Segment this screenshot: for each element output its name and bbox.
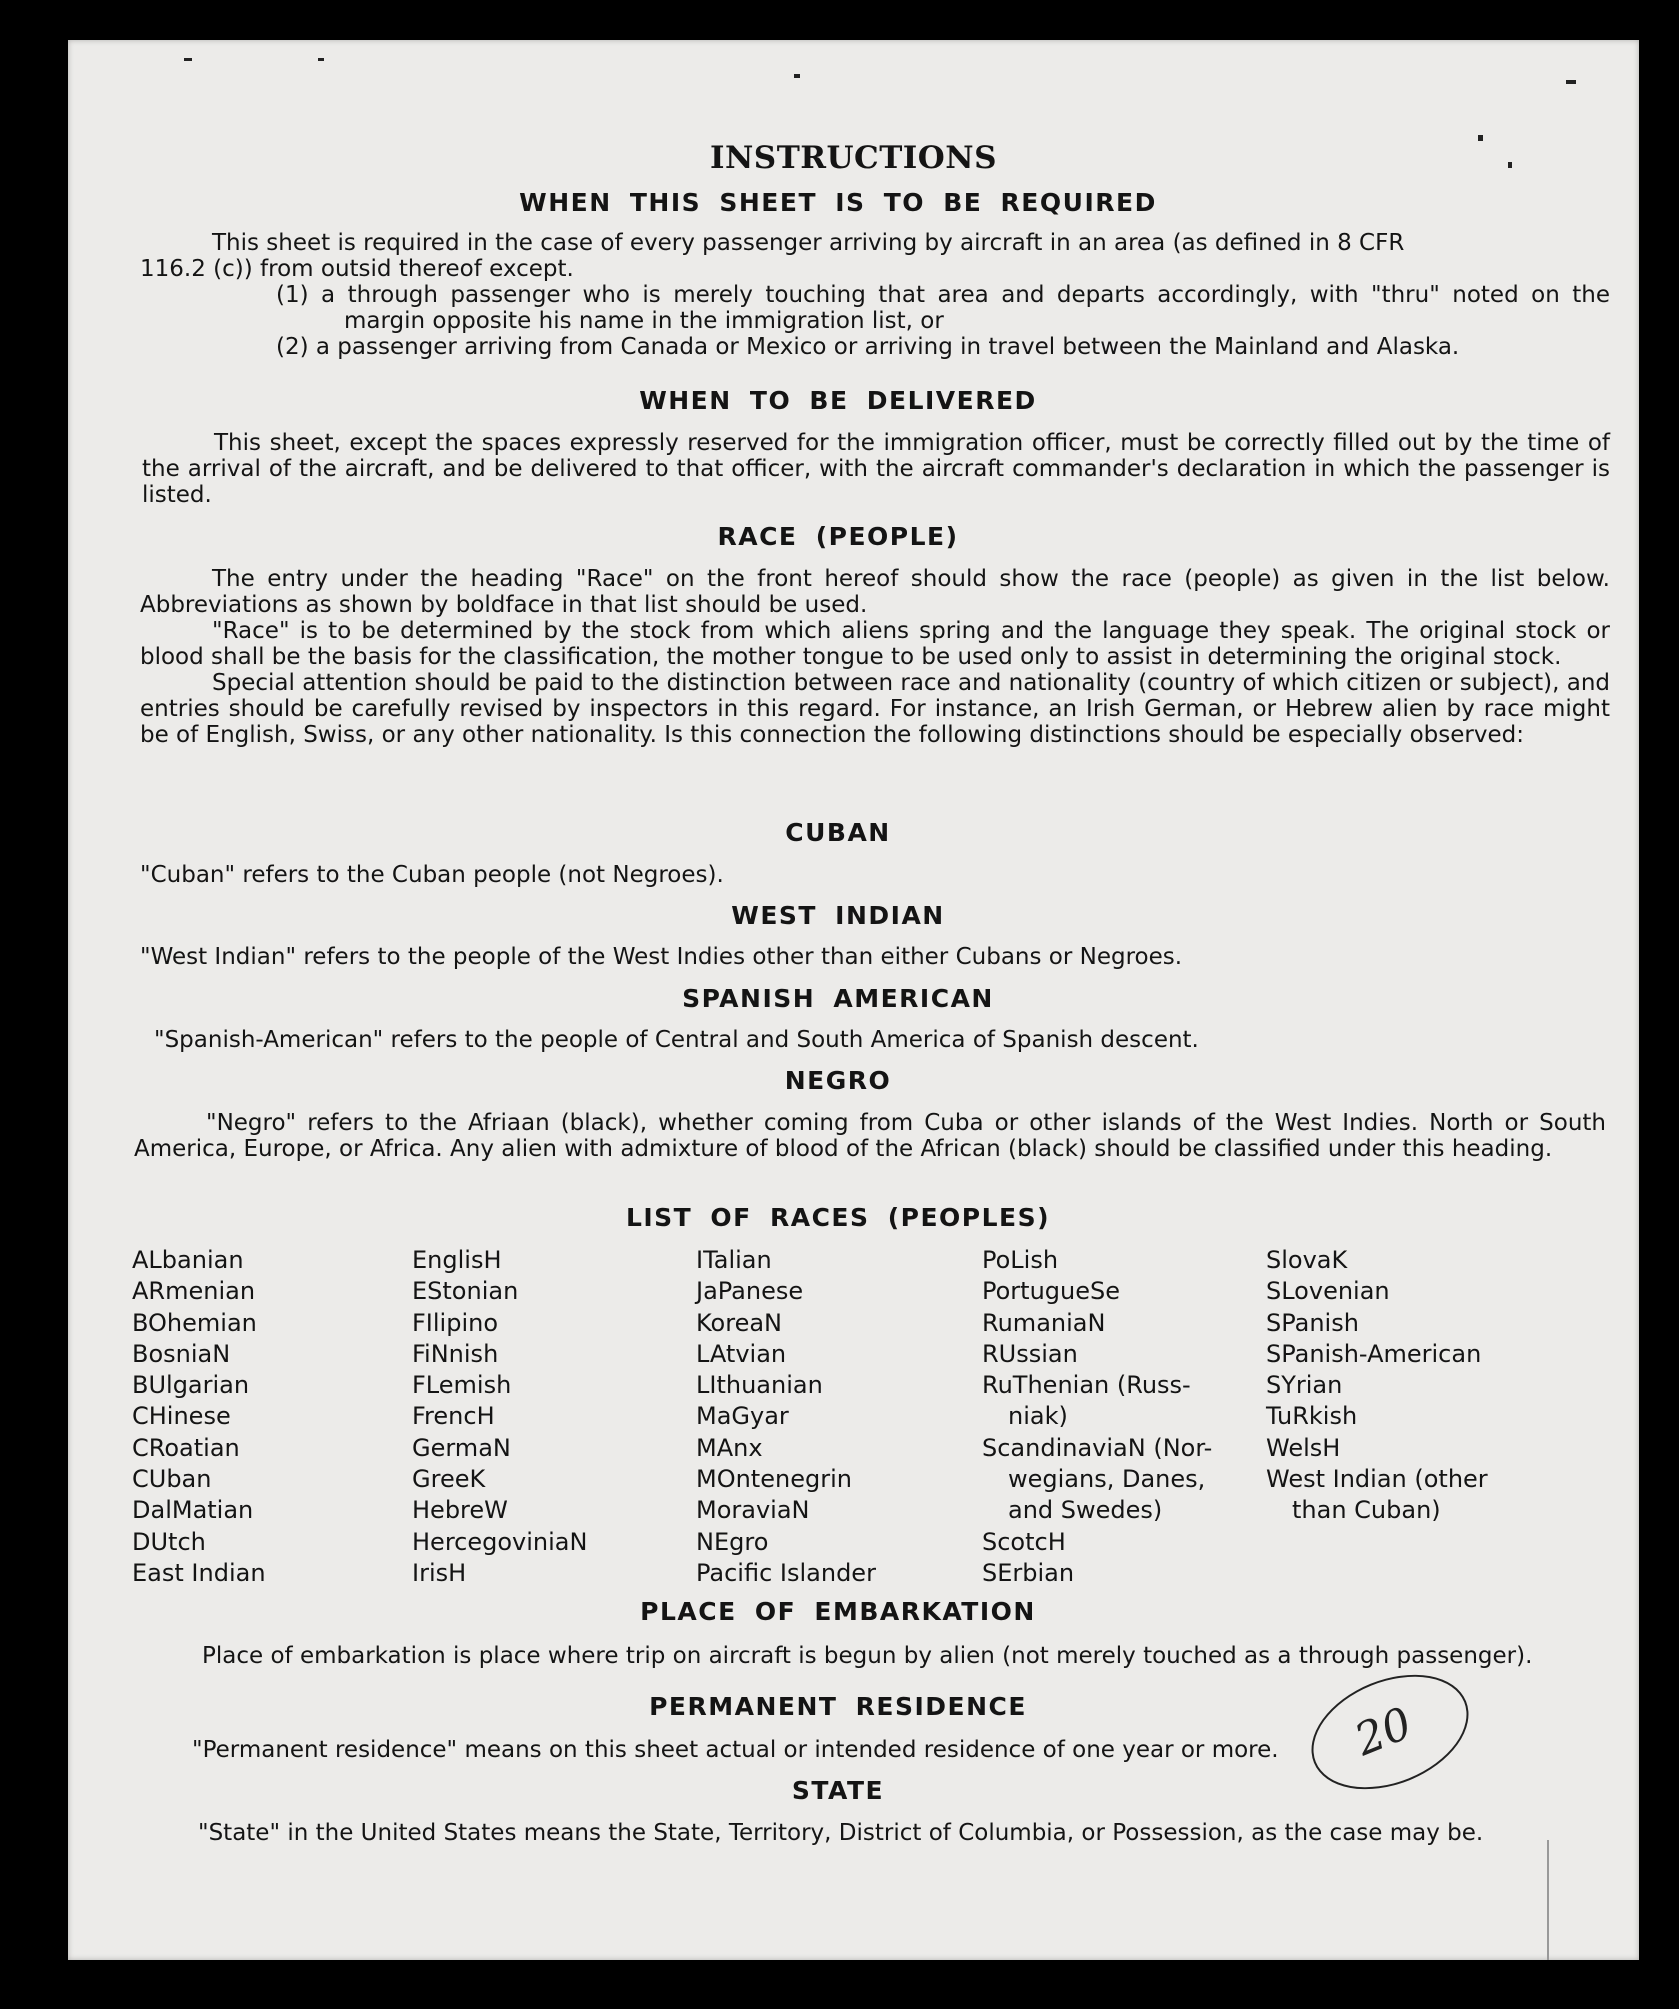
race-column-2 <box>412 1245 587 1589</box>
race-item: SErbian <box>982 1558 1075 1587</box>
race-item-continuation: wegians, Danes, <box>1008 1465 1206 1494</box>
race-item: GermaN <box>412 1433 511 1462</box>
race-item: GreeK <box>412 1465 486 1494</box>
west-indian-text: "West Indian" refers to the people of the West Indies other than either Cubans or Negroes. <box>140 944 1183 970</box>
embarkation-text: Place of embarkation is place where trip on aircraft is begun by alien (not merely touched as a through passenger). <box>202 1643 1533 1669</box>
race-item: ScandinaviaN (Nor- <box>982 1433 1213 1462</box>
race-paragraph-3: Special attention should be paid to the distinction between race and nationality (country of which citizen or subject), and entries should be carefully revised by inspectors in this regard. For instance, an Irish German, or Hebrew alien by race might be of English, Swiss, or any other nationality. Is this connection the following distinctions should be especially observed: <box>140 670 1610 748</box>
heading-list-of-races: LIST OF RACES (PEOPLES) <box>625 1203 1051 1232</box>
document-page <box>68 40 1639 1960</box>
race-item: ScotcH <box>982 1527 1066 1556</box>
race-item: FLemish <box>412 1371 512 1400</box>
race-item: LIthuanian <box>696 1371 823 1400</box>
scan-speck <box>794 74 800 78</box>
residence-text: "Permanent residence" means on this sheet actual or intended residence of one year or more. <box>192 1737 1279 1763</box>
race-item: East Indian <box>132 1558 266 1587</box>
race-text <box>140 566 1610 748</box>
race-item: IrisH <box>412 1558 467 1587</box>
race-item: MoraviaN <box>696 1496 810 1525</box>
race-item: CUban <box>132 1465 212 1494</box>
race-item-continuation: and Swedes) <box>1008 1496 1163 1525</box>
race-column-5 <box>1266 1245 1488 1527</box>
race-item: MAnx <box>696 1433 763 1462</box>
heading-when-delivered: WHEN TO BE DELIVERED <box>639 386 1037 415</box>
exception-item-1: (1) a through passenger who is merely touching that area and departs accordingly, with "thru" noted on the margin opposite his name in the immigration list, or <box>276 282 1610 334</box>
race-item-continuation: niak) <box>1008 1402 1068 1431</box>
cuban-text: "Cuban" refers to the Cuban people (not Negroes). <box>140 862 724 888</box>
race-item: HebreW <box>412 1496 508 1525</box>
race-item-continuation: than Cuban) <box>1292 1496 1441 1525</box>
handwritten-number-text: 20 <box>1347 1697 1420 1767</box>
race-item: NEgro <box>696 1527 769 1556</box>
heading-west-indian: WEST INDIAN <box>731 901 945 930</box>
race-item: DUtch <box>132 1527 206 1556</box>
race-column-4 <box>982 1245 1212 1589</box>
race-column-1 <box>132 1245 266 1589</box>
heading-spanish-american: SPANISH AMERICAN <box>682 984 994 1013</box>
race-item: DalMatian <box>132 1496 254 1525</box>
race-item: Pacific Islander <box>696 1558 876 1587</box>
race-item: West Indian (other <box>1266 1465 1488 1494</box>
race-item: CRoatian <box>132 1433 240 1462</box>
race-item: MaGyar <box>696 1402 789 1431</box>
heading-race: RACE (PEOPLE) <box>717 522 959 551</box>
race-paragraph-2: "Race" is to be determined by the stock from which aliens spring and the language they speak. The original stock or blood shall be the basis for the classification, the mother tongue to be used only to assist in determining the original stock. <box>140 618 1610 670</box>
when-delivered-text: This sheet, except the spaces expressly reserved for the immigration officer, must be correctly filled out by the time of the arrival of the aircraft, and be delivered to that officer, with the aircraft commander's declaration in which the passenger is listed. <box>142 430 1610 508</box>
race-item: ARmenian <box>132 1277 256 1306</box>
race-item: HercegoviniaN <box>412 1527 588 1556</box>
race-item: LAtvian <box>696 1339 787 1368</box>
race-column-3 <box>696 1245 876 1589</box>
scan-speck <box>318 58 324 61</box>
race-item: SlovaK <box>1266 1246 1348 1274</box>
scan-speck <box>1508 162 1512 168</box>
when-required-text <box>140 230 1610 360</box>
race-item: TuRkish <box>1266 1402 1358 1431</box>
race-item: RuThenian (Russ- <box>982 1371 1191 1400</box>
race-item: RUssian <box>982 1339 1078 1368</box>
race-item: PoLish <box>982 1246 1059 1274</box>
race-item: FiNnish <box>412 1339 499 1368</box>
when-required-intro-line2: 116.2 (c)) from outsid thereof except. <box>140 256 574 282</box>
heading-state: STATE <box>791 1776 885 1805</box>
race-item: EnglisH <box>412 1246 502 1274</box>
page-corner-fold <box>1547 1840 1639 1960</box>
heading-place-of-embarkation: PLACE OF EMBARKATION <box>640 1597 1036 1626</box>
race-item: ITalian <box>696 1246 772 1274</box>
race-item: MOntenegrin <box>696 1465 852 1494</box>
heading-negro: NEGRO <box>784 1066 892 1095</box>
race-item: BosniaN <box>132 1339 231 1368</box>
state-text: "State" in the United States means the State, Territory, District of Columbia, or Possession, as the case may be. <box>198 1820 1484 1846</box>
heading-when-required: WHEN THIS SHEET IS TO BE REQUIRED <box>519 188 1157 217</box>
race-item: SLovenian <box>1266 1277 1390 1306</box>
race-item: FIlipino <box>412 1308 499 1337</box>
scan-speck <box>1478 135 1483 141</box>
exception-item-2: (2) a passenger arriving from Canada or Mexico or arriving in travel between the Mainland and Alaska. <box>276 334 1460 360</box>
race-item: WelsH <box>1266 1433 1341 1462</box>
scan-speck <box>1566 80 1576 84</box>
race-item: EStonian <box>412 1277 519 1306</box>
race-item: CHinese <box>132 1402 231 1431</box>
race-item: SYrian <box>1266 1371 1343 1400</box>
race-item: JaPanese <box>696 1277 804 1306</box>
when-required-intro-line1: This sheet is required in the case of every passenger arriving by aircraft in an area (as defined in 8 CFR <box>212 230 1405 256</box>
scan-speck <box>184 58 192 61</box>
race-item: SPanish <box>1266 1308 1359 1337</box>
race-item: PortugueSe <box>982 1277 1120 1306</box>
race-item: ALbanian <box>132 1246 244 1274</box>
race-item: FrencH <box>412 1402 495 1431</box>
race-paragraph-1: The entry under the heading "Race" on the front hereof should show the race (people) as given in the list below. Abbreviations as shown by boldface in that list should be used. <box>140 566 1610 618</box>
race-item: BOhemian <box>132 1308 257 1337</box>
spanish-american-text: "Spanish-American" refers to the people of Central and South America of Spanish descent. <box>154 1027 1199 1053</box>
race-item: RumaniaN <box>982 1308 1106 1337</box>
heading-cuban: CUBAN <box>785 818 891 847</box>
race-item: BUlgarian <box>132 1371 250 1400</box>
race-item: SPanish-American <box>1266 1339 1482 1368</box>
heading-permanent-residence: PERMANENT RESIDENCE <box>649 1692 1027 1721</box>
race-item: KoreaN <box>696 1308 782 1337</box>
document-title: INSTRUCTIONS <box>709 140 998 176</box>
negro-text: "Negro" refers to the Afriaan (black), whether coming from Cuba or other islands of the West Indies. North or South America, Europe, or Africa. Any alien with admixture of blood of the African (black) should be classified under this heading. <box>134 1110 1606 1162</box>
